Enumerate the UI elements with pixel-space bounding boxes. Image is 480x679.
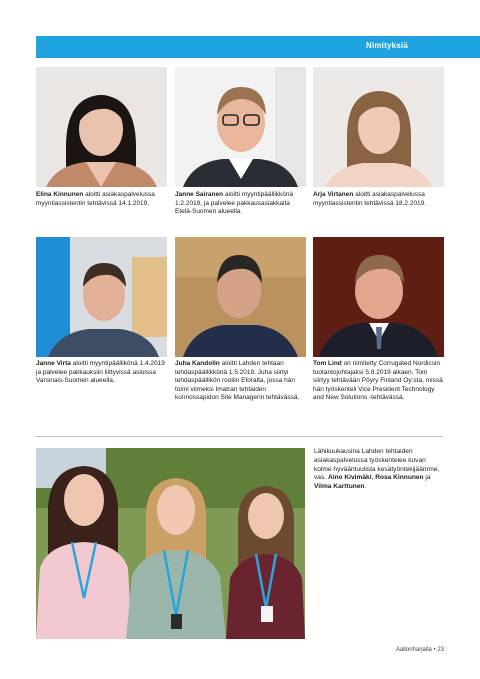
separator: . <box>364 483 367 491</box>
person-name: Juha Kandolin <box>175 360 220 367</box>
portrait-arja-virtanen <box>313 67 444 187</box>
person-name: Janne Virta <box>36 360 71 367</box>
section-divider <box>36 436 443 437</box>
person-text: aloitti asiakaspalvelussa myyntiassistentin tehtävissä 14.1.2019. <box>36 191 155 207</box>
portrait-elina-kinnunen <box>36 67 167 187</box>
portrait-juha-kandolin <box>175 237 306 357</box>
separator: ja <box>423 474 431 482</box>
group-caption-text: Lähikuukausina Lahden tehtaiden asiakaspalvelussa työskentelee kuvan kolme hyvääntuulista kesätyöntekijäämme, vas. <box>314 448 440 482</box>
portrait-janne-virta <box>36 237 167 357</box>
caption-juha-kandolin <box>175 360 307 403</box>
person-name: Arja Virtanen <box>313 191 354 198</box>
person-text: aloitti myyntipäällikönä 1.4.2019 ja palvelee pakkauksiin liittyvissä asioissa Varsinais-Suomen alueella. <box>36 360 165 385</box>
person-name: Rosa Kinnunen <box>375 474 424 482</box>
separator: , <box>371 474 376 482</box>
page-footer: Aallonharjalla • 23 <box>395 647 444 653</box>
person-text: aloitti Lahden tehtaan tehdaspäällikkönä 1.5.2019. Juha siirtyi tehdaspäällikön rooliin Eforalta, jossa hän toimi viimeksi Imatran tehtaiden kunnossapidon Site Managerin tehtävässä. <box>175 360 300 402</box>
person-text: aloitti myyntipäällikkönä 1.2.2019, ja palvelee pakkausasiakkaita Etelä-Suomen alueella. <box>175 191 294 216</box>
section-title: Nimityksiä <box>365 41 408 50</box>
person-text: on nimitetty Corrugated Nordicsin tuotantojohtajaksi 5.8.2019 alkaen. Tom siirtyy tehtävään Pöyry Finland Oy:sta, missä hän työskenteli Vice President Technology and New Solutions -tehtävässä. <box>313 360 443 402</box>
person-name: Vilma Karttunen <box>314 483 365 491</box>
caption-tom-lind <box>313 360 445 403</box>
caption-janne-sairanen <box>175 191 307 217</box>
group-photo-summer-workers <box>36 448 305 639</box>
person-name: Elina Kinnunen <box>36 191 84 198</box>
person-text: aloitti asiakaspalvelussa myyntiassistentin tehtävissä 18.2.2019. <box>313 191 427 207</box>
section-banner <box>36 36 480 58</box>
person-name: Tom Lind <box>313 360 342 367</box>
person-name: Janne Sairanen <box>175 191 224 198</box>
caption-janne-virta <box>36 360 168 386</box>
caption-elina-kinnunen <box>36 191 168 208</box>
portrait-janne-sairanen <box>175 67 306 187</box>
portrait-tom-lind <box>313 237 444 357</box>
group-caption <box>314 448 444 492</box>
person-name: Aino Kivimäki <box>327 474 372 482</box>
caption-arja-virtanen <box>313 191 445 208</box>
